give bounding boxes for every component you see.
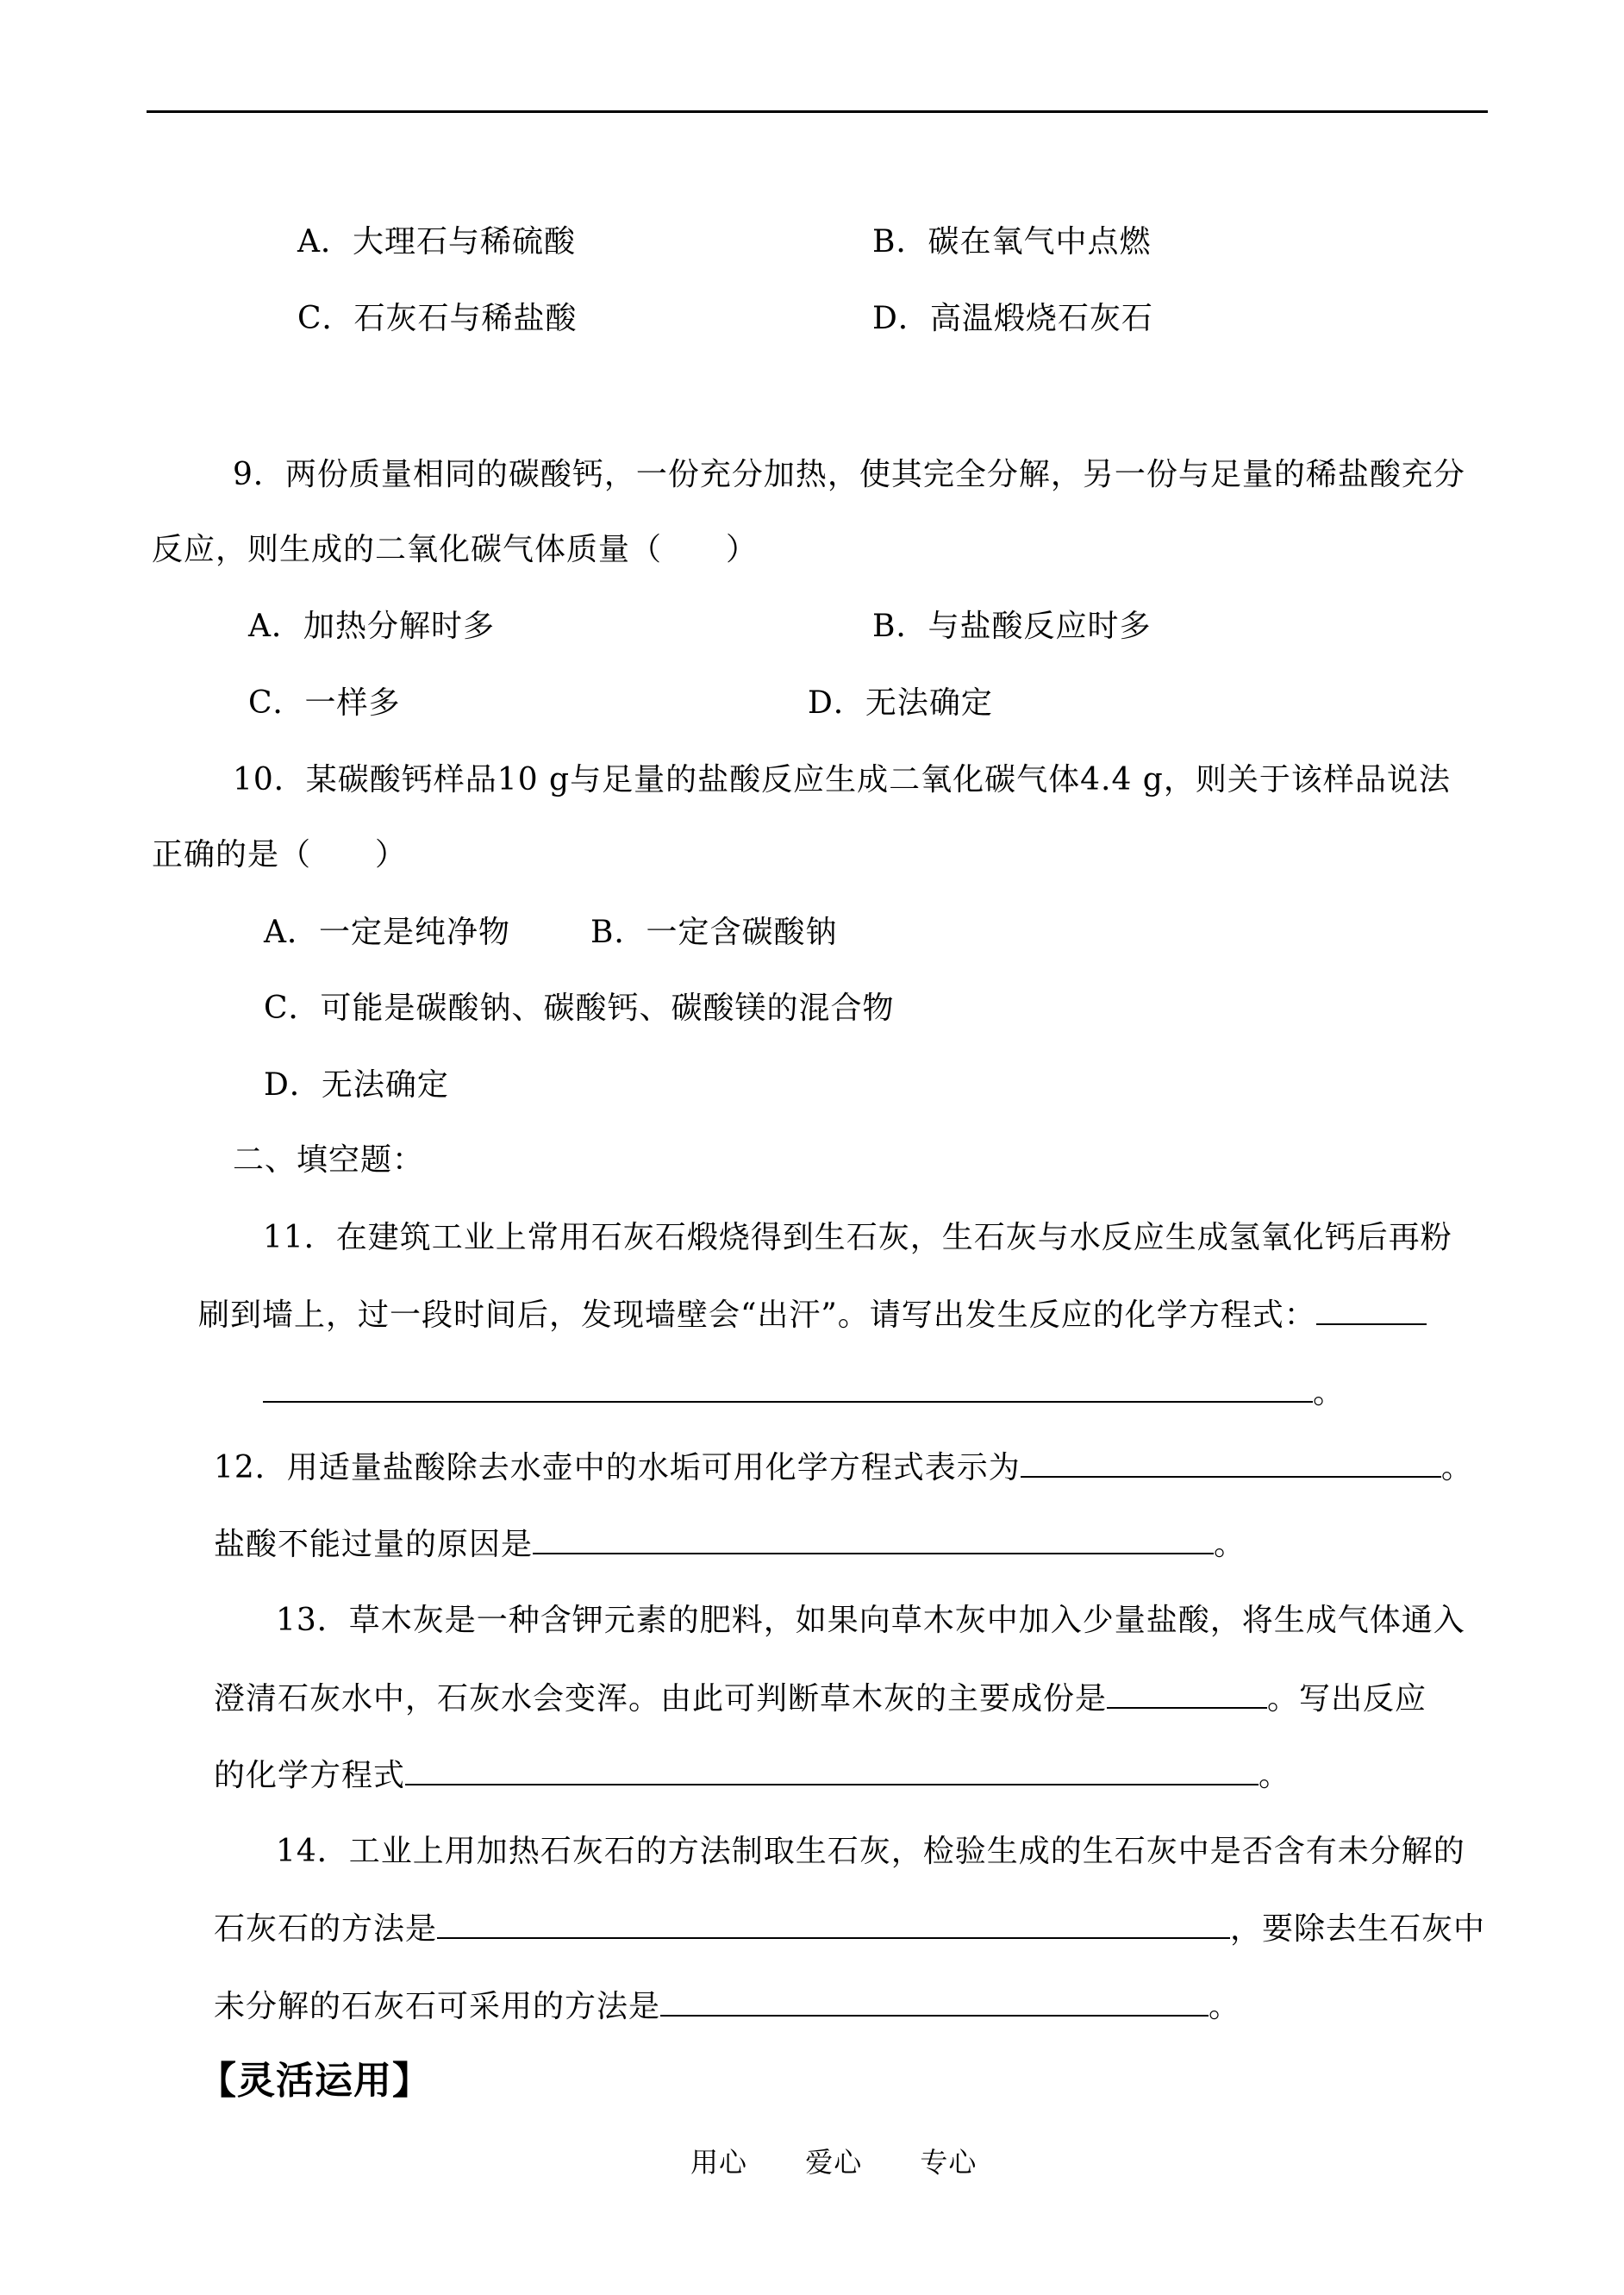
q13-line3-text: 的化学方程式: [214, 1758, 406, 1793]
q12-line1: [214, 1447, 1473, 1489]
section-flexible-use-heading: 【灵活运用】: [198, 2059, 431, 2103]
q12-line1-text: 12．用适量盐酸除去水壶中的水垢可用化学方程式表示为: [214, 1450, 1021, 1485]
footer-word-3: 专心: [920, 2146, 978, 2179]
q13-line3: [214, 1754, 1290, 1797]
q10-stem-line2: 正确的是（ ）: [152, 837, 408, 872]
q10-option-a: A．一定是纯净物: [264, 915, 510, 950]
q10-stem-line1: 10．某碳酸钙样品10 g与足量的盐酸反应生成二氧化碳气体4.4 g，则关于该样品说法: [233, 762, 1451, 797]
q13-answer-blank-2[interactable]: [405, 1754, 1259, 1785]
q13-answer-blank-1[interactable]: [1107, 1678, 1267, 1709]
q14-line2-text-b: ，要除去生石灰中: [1230, 1911, 1486, 1947]
q12-line2: [214, 1523, 1246, 1566]
q14-end-mark: 。: [1209, 1989, 1241, 2024]
q14-line3: [214, 1985, 1240, 2028]
q8-option-c: C．石灰石与稀盐酸: [297, 301, 578, 336]
q13-line2: [214, 1678, 1427, 1720]
q9-stem-line1: 9．两份质量相同的碳酸钙，一份充分加热，使其完全分解，另一份与足量的稀盐酸充分: [233, 457, 1465, 492]
q14-stem-line1: 14．工业上用加热石灰石的方法制取生石灰，检验生成的生石灰中是否含有未分解的: [276, 1834, 1465, 1869]
footer-word-1: 用心: [690, 2146, 748, 2179]
q14-line3-text: 未分解的石灰石可采用的方法是: [214, 1989, 661, 2024]
q12-answer-blank-1[interactable]: [1021, 1447, 1441, 1478]
q11-stem-line2: [198, 1294, 1427, 1336]
q12-end-mark-2: 。: [1214, 1527, 1246, 1562]
page-footer: [666, 2142, 1001, 2183]
q8-option-b: B．碳在氧气中点燃: [872, 224, 1152, 260]
section-fill-in-heading: 二、填空题：: [233, 1142, 425, 1178]
q14-line2: [214, 1908, 1485, 1950]
q11-answer-blank-1[interactable]: [1316, 1294, 1427, 1325]
q8-option-d: D．高温煅烧石灰石: [872, 301, 1153, 336]
q14-answer-blank-2[interactable]: [660, 1985, 1209, 2017]
q12-line2-text: 盐酸不能过量的原因是: [214, 1527, 534, 1562]
q9-option-d: D．无法确定: [808, 685, 993, 721]
q11-answer-blank-2[interactable]: [263, 1372, 1313, 1403]
q11-end-mark: 。: [1313, 1375, 1346, 1410]
footer-word-2: 爱心: [805, 2146, 863, 2179]
q9-option-b: B．与盐酸反应时多: [872, 609, 1152, 644]
q12-end-mark-1: 。: [1440, 1450, 1473, 1485]
q10-option-c: C．可能是碳酸钠、碳酸钙、碳酸镁的混合物: [264, 991, 895, 1026]
q13-stem-line1: 13．草木灰是一种含钾元素的肥料，如果向草木灰中加入少量盐酸，将生成气体通入: [276, 1603, 1465, 1638]
q13-line2-text-b: 。写出反应: [1267, 1681, 1427, 1717]
q9-stem-line2: 反应，则生成的二氧化碳气体质量（ ）: [152, 532, 759, 567]
q13-end-mark: 。: [1259, 1758, 1291, 1793]
header-rule: [147, 110, 1488, 113]
q11-answer-line: [263, 1372, 1345, 1414]
q8-option-a: A．大理石与稀硫酸: [297, 224, 576, 260]
q13-line2-text-a: 澄清石灰水中，石灰水会变浑。由此可判断草木灰的主要成份是: [214, 1681, 1108, 1717]
q12-answer-blank-2[interactable]: [533, 1523, 1214, 1554]
q14-line2-text-a: 石灰石的方法是: [214, 1911, 438, 1947]
q10-option-b: B．一定含碳酸钠: [590, 915, 838, 950]
q11-stem-line1: 11．在建筑工业上常用石灰石煅烧得到生石灰，生石灰与水反应生成氢氧化钙后再粉: [263, 1220, 1452, 1255]
q9-option-c: C．一样多: [248, 685, 401, 721]
q11-stem-line2-text: 刷到墙上，过一段时间后，发现墙壁会“出汗”。请写出发生反应的化学方程式：: [198, 1298, 1316, 1333]
q10-option-d: D．无法确定: [264, 1067, 449, 1103]
q14-answer-blank-1[interactable]: [437, 1908, 1230, 1939]
q9-option-a: A．加热分解时多: [248, 609, 495, 644]
